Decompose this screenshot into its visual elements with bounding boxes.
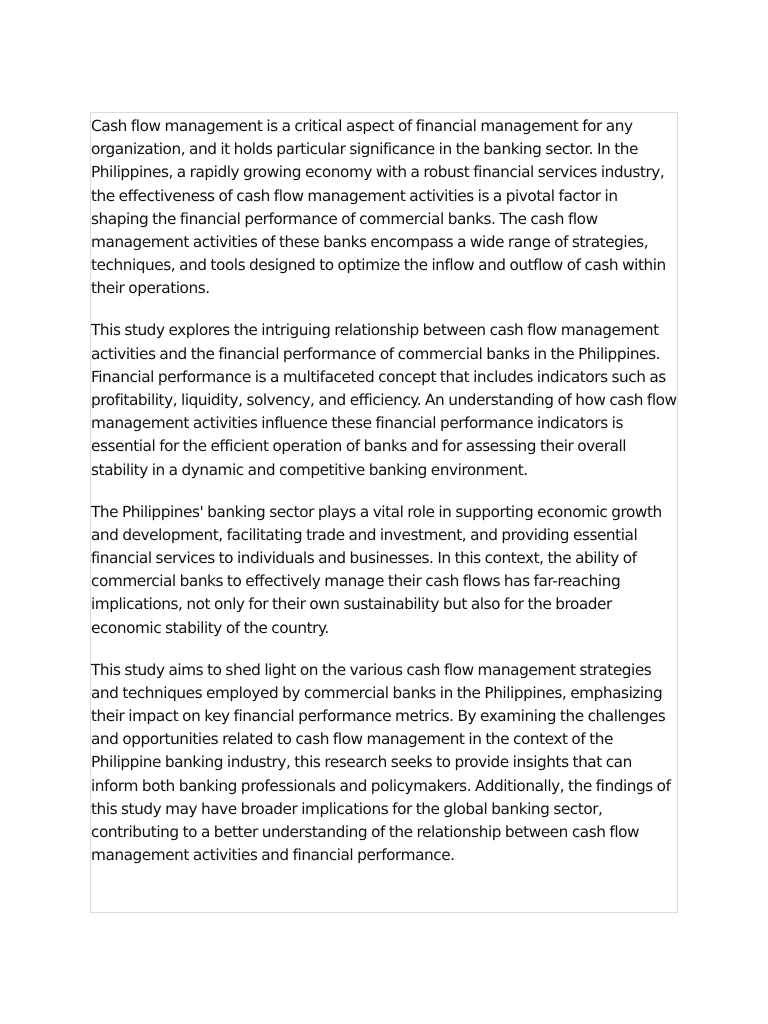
paragraph-intro: Cash flow management is a critical aspect of financial management for any organization, and it holds particular significance in the banking sector. In the Philippines, a rapidly growing economy with a robust financial services industry, the effectiveness of cash flow management activities is a pivotal factor in shaping the financial performance of commercial banks. The cash flow management activities of these banks encompass a wide range of strategies, techniques, and tools designed to optimize the inflow and outflow of cash within their operations. — [91, 117, 666, 298]
paragraph-study-aims: This study aims to shed light on the various cash flow management strategies and techniques employed by commercial banks in the Philippines, emphasizing their impact on key financial performance metrics. By examining the challenges and opportunities related to cash flow management in the context of the Philippine banking industry, this research seeks to provide insights that can inform both banking professionals and policymakers. Additionally, the findings of this study may have broader implications for the global banking sector, contributing to a better understanding of the relationship between cash flow management activities and financial performance. — [91, 660, 671, 865]
document-text-box — [90, 112, 678, 913]
paragraph-banking-sector: The Philippines' banking sector plays a vital role in supporting economic growth and development, facilitating trade and investment, and providing essential financial services to individuals and businesses. In this context, the ability of commercial banks to effectively manage their cash flows has far-reaching implications, not only for their own sustainability but also for the broader economic stability of the country. — [91, 502, 662, 637]
paragraph-relationship: This study explores the intriguing relationship between cash flow management activities and the financial performance of commercial banks in the Philippines. Financial performance is a multifaceted concept that includes indicators such as profitability, liquidity, solvency, and efficiency. An understanding of how cash flow management activities influence these financial performance indicators is essential for the efficient operation of banks and for assessing their overall stability in a dynamic and competitive banking environment. — [91, 321, 677, 479]
